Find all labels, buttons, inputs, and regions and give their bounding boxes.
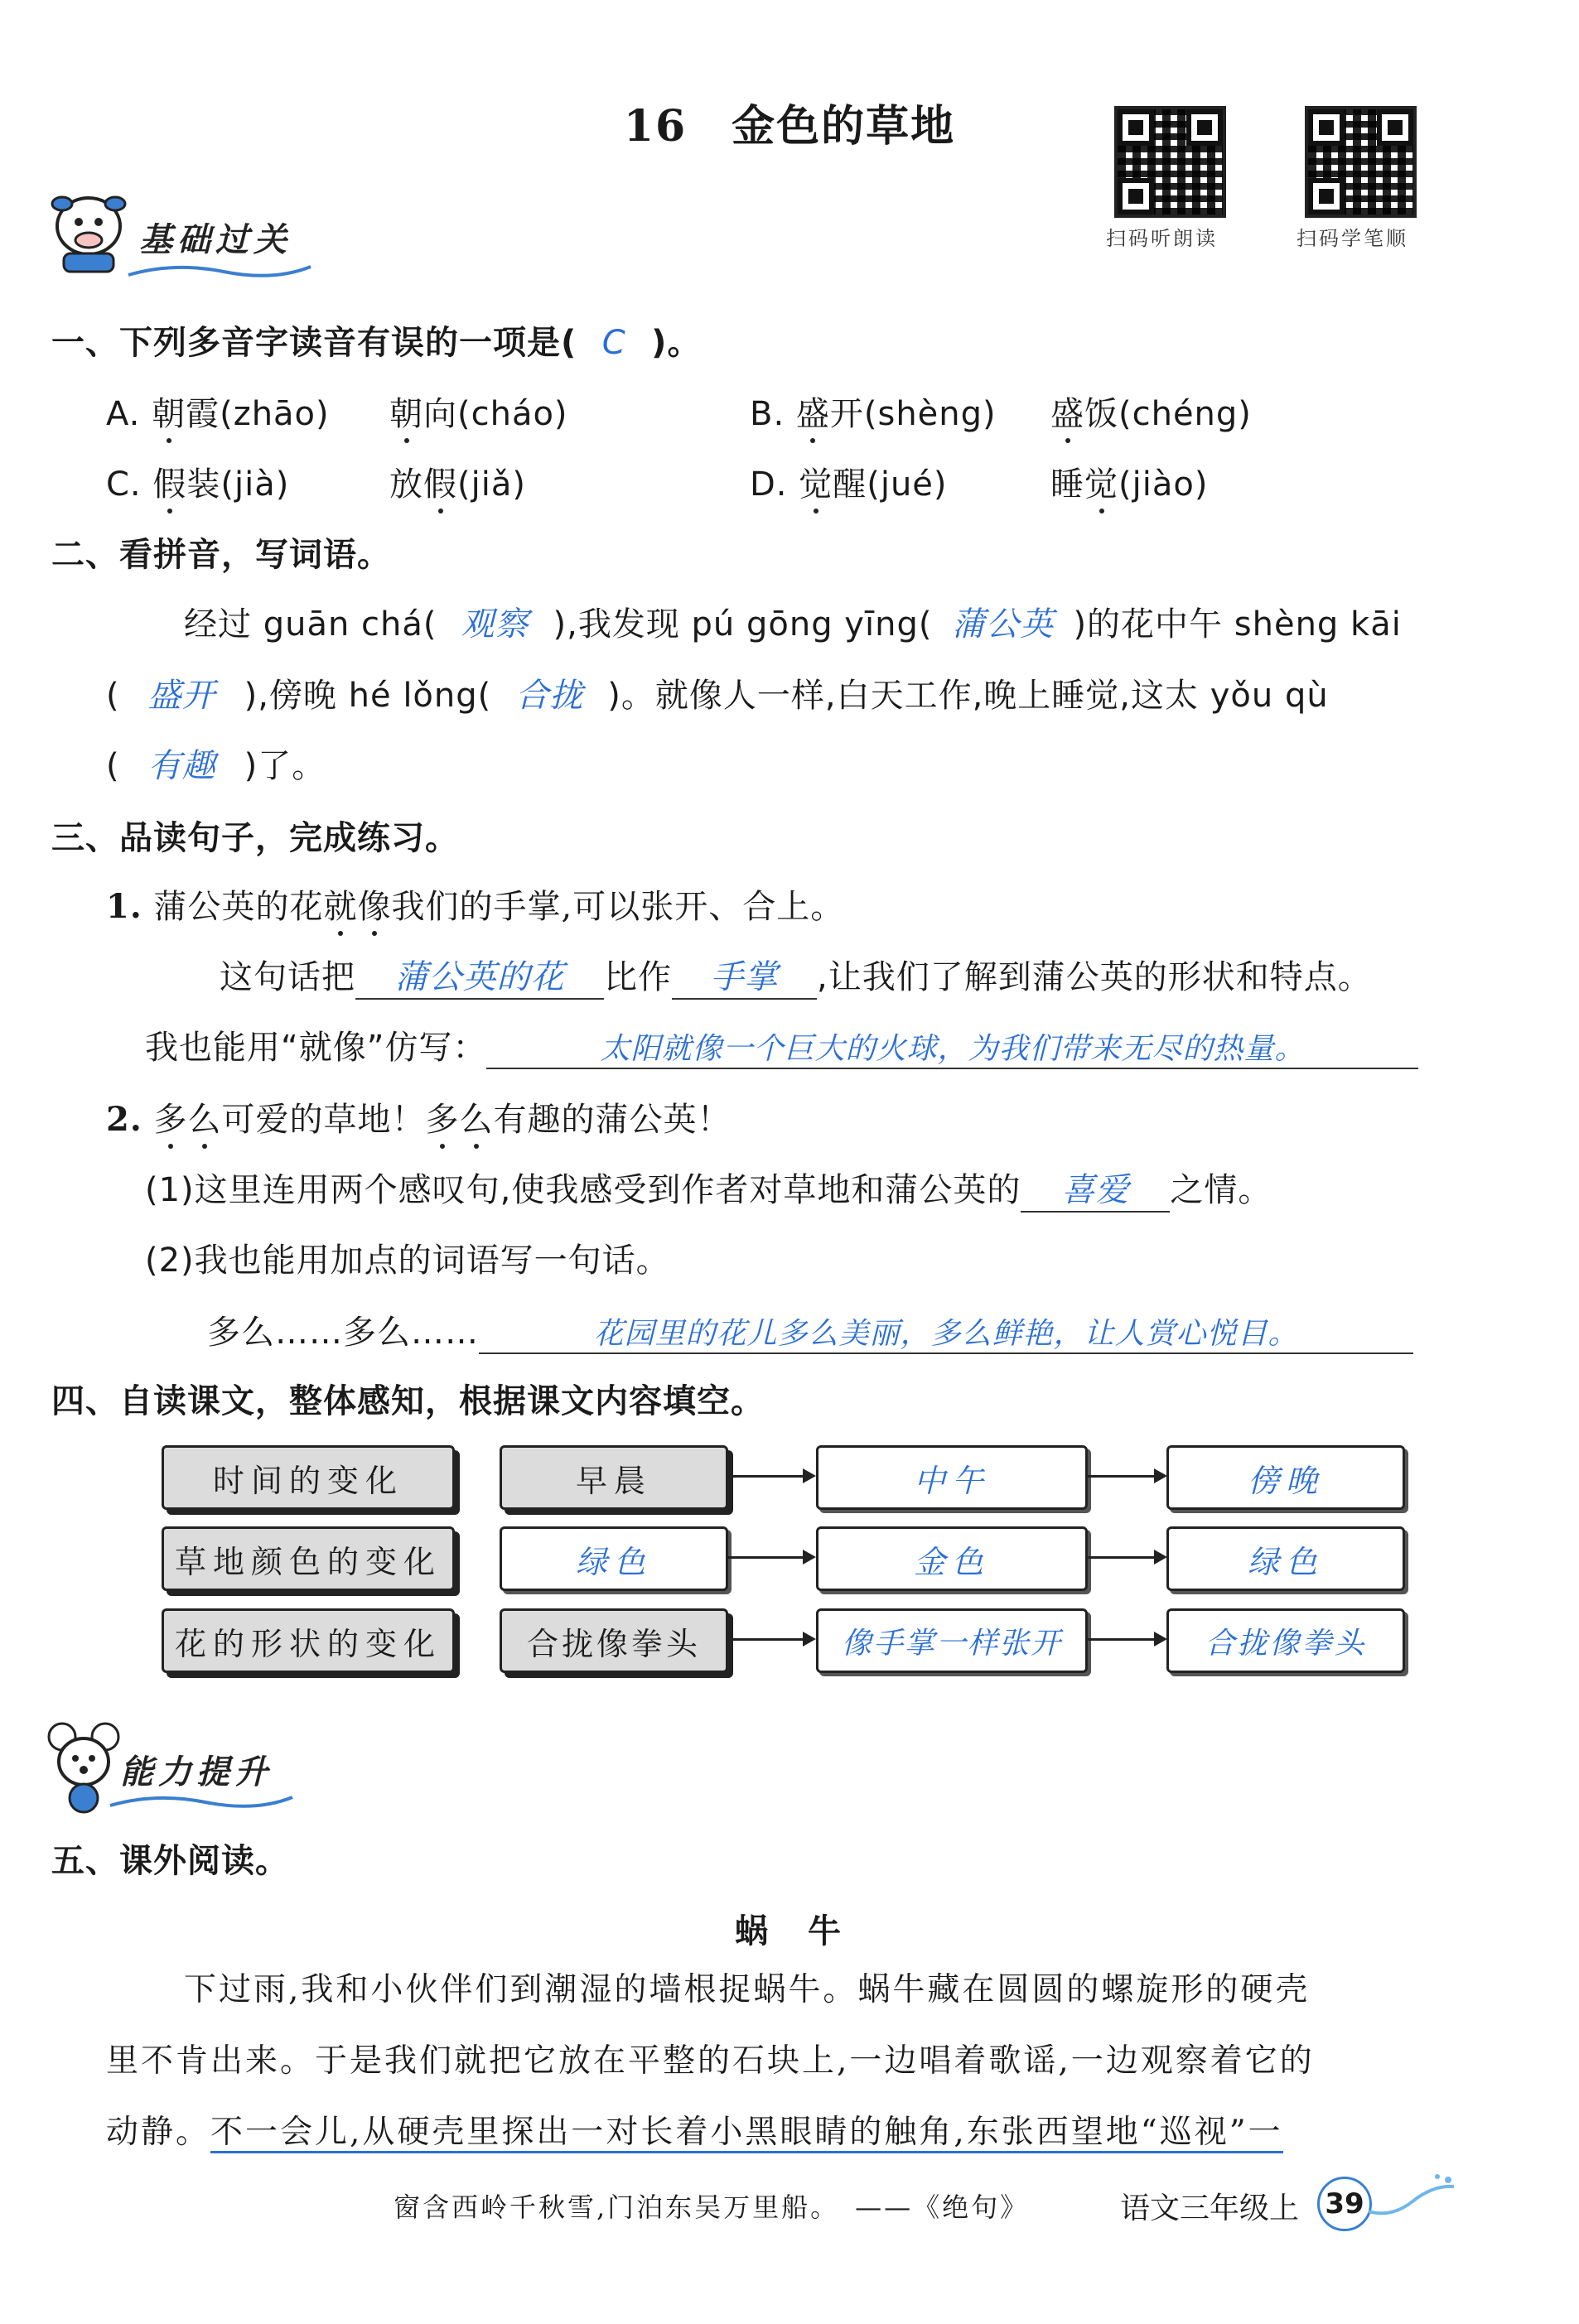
option-word: 开(shèng) (829, 395, 997, 433)
q3-text: 之情。 (1170, 1171, 1272, 1209)
qr-stroke-label: 扫码学笔顺 (1297, 227, 1408, 250)
q2-text: ),我发现 pú gōng yīng( (553, 605, 933, 644)
qr-listen[interactable] (1114, 106, 1226, 218)
dotted-char: 朝 (389, 395, 423, 433)
q2-answer-guancha: 观察 (461, 605, 529, 644)
option-letter: D. (750, 465, 788, 504)
story-paragraph-line-2: 里不肯出来。于是我们就把它放在平整的石块上,一边唱着歌谣,一边观察着它的 (106, 2042, 1315, 2080)
q2-text: 经过 guān chá( (184, 605, 437, 644)
dotted-char: 假 (423, 465, 457, 504)
arrow-right-icon (726, 1475, 813, 1478)
q4-row-label: 花的形状的变化 (162, 1608, 455, 1673)
q4-row-label: 时间的变化 (162, 1445, 455, 1510)
q3-number: 1. (106, 887, 142, 926)
q4-title: 四、自读课文，整体感知，根据课文内容填空。 (51, 1382, 765, 1420)
option-word: 睡 (1050, 465, 1084, 504)
q3-answer-tenor: 手掌 (672, 951, 817, 1000)
q3-text: ,让我们了解到蒲公英的形状和特点。 (817, 958, 1372, 996)
story-underlined-text: 不一会儿,从硬壳里探出一对长着小黑眼睛的触角,东张西望地“巡视”一 (210, 2114, 1283, 2153)
q3-text: (1)这里连用两个感叹句,使我感受到作者对草地和蒲公英的 (145, 1171, 1021, 1209)
q3-text: 蒲公英的花 (153, 888, 324, 926)
option-word: 饭(chéng) (1084, 395, 1252, 433)
q4-row-label: 草地颜色的变化 (162, 1526, 455, 1591)
q3-text: 有趣的蒲公英！ (493, 1101, 732, 1139)
q2-answer-youqu: 有趣 (147, 747, 216, 785)
q4-cell-answer: 像手掌一样张开 (816, 1608, 1088, 1673)
q3-title: 三、品读句子，完成练习。 (51, 819, 459, 857)
q4-cell-given: 早晨 (500, 1445, 728, 1510)
option-word: (jiào) (1118, 465, 1209, 504)
q1-option-c-word2 (389, 458, 526, 505)
q1-option-c (106, 458, 289, 505)
dotted-char: 多 (425, 1101, 460, 1139)
q3-text: 多么……多么…… (207, 1314, 479, 1352)
q3-s2-q2: (2)我也能用加点的词语写一句话。 (145, 1242, 670, 1280)
story-paragraph-line-1: 下过雨,我和小伙伴们到潮湿的墙根捉蜗牛。蜗牛藏在圆圆的螺旋形的硬壳 (184, 1971, 1311, 2008)
section-badge-ability: 能力提升 (120, 1753, 273, 1791)
q3-text: 比作 (604, 958, 672, 996)
q1-title-text: 一、下列多音字读音有误的一项是( (51, 324, 577, 362)
dotted-char: 像 (357, 888, 392, 926)
qr-code-icon (1114, 106, 1226, 218)
q2-text: )的花中午 shèng kāi (1073, 605, 1402, 644)
q2-answer-pugongying: 蒲公英 (951, 605, 1054, 644)
option-word: 装(jià) (186, 465, 290, 504)
q3-number: 2. (106, 1100, 142, 1139)
arrow-right-icon (1085, 1475, 1164, 1478)
q4-cell-answer: 绿色 (1166, 1526, 1405, 1591)
q3-s1-analysis (220, 951, 1372, 1000)
dotted-char: 多 (153, 1101, 188, 1139)
story-text: 动静。 (106, 2114, 211, 2151)
q4-cell-answer: 合拢像拳头 (1166, 1608, 1405, 1673)
option-word: 醒(jué) (833, 465, 948, 504)
dotted-char: 盛 (795, 395, 830, 433)
q4-cell-answer: 傍晚 (1166, 1445, 1405, 1510)
option-word: (jiǎ) (457, 465, 526, 504)
qr-code-icon (1305, 106, 1417, 218)
q1-title (51, 316, 701, 364)
q3-s2-q2-answer-line (207, 1306, 1413, 1354)
q2-text: ( (106, 677, 120, 715)
q2-answer-helong: 合拢 (515, 677, 584, 715)
q1-option-b-word2 (1050, 388, 1252, 435)
option-letter: A. (106, 395, 141, 433)
dotted-char: 觉 (799, 465, 833, 504)
q1-option-a (106, 388, 330, 435)
q4-cell-answer: 绿色 (500, 1526, 728, 1591)
q1-option-d-word2 (1050, 458, 1208, 505)
q2-text: )。就像人一样,白天工作,晚上睡觉,这太 yǒu qù (607, 677, 1329, 715)
cow-mascot-icon (46, 181, 133, 276)
badge-underline-icon (124, 258, 315, 283)
dotted-char: 朝 (152, 395, 186, 433)
q3-answer-vehicle: 蒲公英的花 (355, 951, 604, 1000)
story-paragraph-line-3 (106, 2097, 1283, 2168)
q3-s1-imitate (145, 1021, 1418, 1069)
option-letter: B. (750, 395, 785, 433)
q2-answer-shengkai: 盛开 (147, 677, 216, 715)
q4-cell-answer: 金色 (816, 1526, 1088, 1591)
q4-cell-given: 合拢像拳头 (500, 1608, 728, 1673)
arrow-right-icon (726, 1556, 813, 1559)
footer-book: 语文三年级上 (1120, 2191, 1300, 2225)
q2-line-1 (184, 598, 1402, 645)
q1-option-d (750, 458, 948, 505)
dotted-char: 假 (152, 465, 187, 504)
q2-line-3 (106, 740, 326, 787)
q2-line-2 (106, 669, 1329, 716)
story-title: 蜗 牛 (735, 1912, 844, 1950)
option-word: 放 (389, 465, 423, 504)
q1-option-a-word2 (389, 388, 568, 435)
arrow-right-icon (726, 1638, 813, 1641)
q3-sentence-2 (106, 1093, 731, 1140)
q2-title: 二、看拼音，写词语。 (51, 536, 391, 574)
qr-stroke[interactable] (1305, 106, 1417, 218)
q1-title-end: )。 (651, 324, 702, 362)
q3-text: 可爱的草地！ (221, 1101, 426, 1139)
dotted-char: 就 (323, 888, 358, 926)
footer-poem: 窗含西岭千秋雪,门泊东吴万里船。 ——《绝句》 (394, 2191, 1030, 2223)
q3-answer-emotion: 喜爱 (1021, 1164, 1170, 1213)
dotted-char: 么 (459, 1101, 494, 1139)
q2-text: ),傍晚 hé lǒng( (244, 677, 492, 715)
q3-text: 我们的手掌,可以张开、合上。 (391, 888, 845, 926)
arrow-right-icon (1085, 1556, 1164, 1559)
q4-cell-answer: 中午 (816, 1445, 1088, 1510)
q3-text: 这句话把 (220, 958, 355, 996)
q3-sentence-1 (106, 880, 844, 928)
option-letter: C. (106, 465, 142, 504)
arrow-right-icon (1085, 1638, 1164, 1641)
section-badge-basic: 基础过关 (139, 221, 292, 259)
wave-decoration-icon (1367, 2170, 1458, 2228)
page-title: 16 金色的草地 (623, 101, 956, 152)
dotted-char: 觉 (1084, 465, 1118, 504)
dotted-char: 盛 (1050, 395, 1084, 433)
q3-text: 我也能用“就像”仿写： (145, 1029, 487, 1067)
q1-answer: C (601, 324, 626, 362)
q3-answer-sentence: 花园里的花儿多么美丽，多么鲜艳，让人赏心悦目。 (479, 1310, 1413, 1354)
qr-listen-label: 扫码听朗读 (1106, 227, 1218, 250)
badge-underline-icon (106, 1789, 297, 1814)
option-word: 霞(zhāo) (186, 395, 330, 433)
option-word: 向(cháo) (423, 395, 568, 433)
page-number: 39 (1317, 2177, 1372, 2231)
q2-text: )了。 (244, 747, 326, 785)
q5-title: 五、课外阅读。 (51, 1842, 289, 1880)
q2-text: ( (106, 747, 120, 785)
q1-option-b (750, 388, 997, 435)
q3-answer-imitate: 太阳就像一个巨大的火球，为我们带来无尽的热量。 (486, 1025, 1418, 1069)
q3-s2-q1 (145, 1164, 1272, 1213)
dotted-char: 么 (187, 1101, 222, 1139)
